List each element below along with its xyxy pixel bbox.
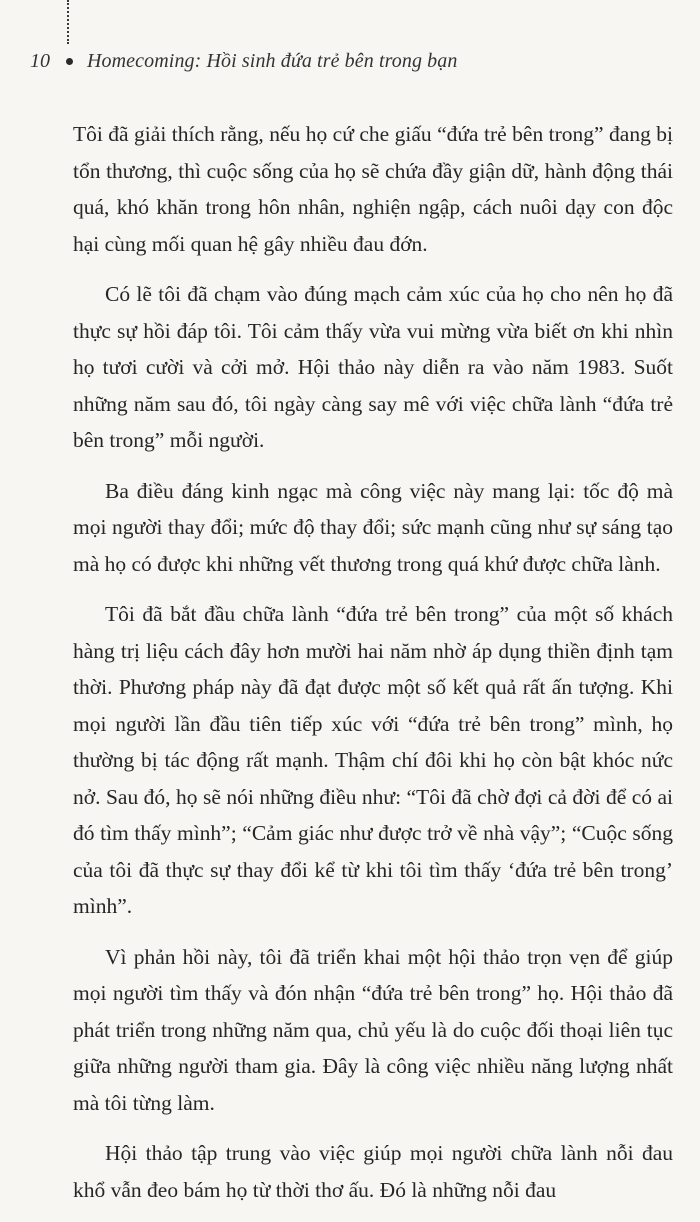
paragraph: Ba điều đáng kinh ngạc mà công việc này mang lại: tốc độ mà mọi người thay đổi; mức độ thay đổi; sức mạnh cũng như sự sáng tạo mà họ có được khi những vết thương trong quá khứ được chữa lành. bbox=[73, 478, 673, 576]
bullet-dot-icon bbox=[66, 58, 73, 65]
paragraph: Hội thảo tập trung vào việc giúp mọi người chữa lành nỗi đau khổ vẫn đeo bám họ từ thời thơ ấu. Đó là những nỗi đau bbox=[73, 1141, 673, 1202]
paragraph: Có lẽ tôi đã chạm vào đúng mạch cảm xúc của họ cho nên họ đã thực sự hồi đáp tôi. Tôi cảm thấy vừa vui mừng vừa biết ơn khi nhìn họ tươi cười và cởi mở. Hội thảo này diễn ra vào năm 1983. Suốt những năm sau đó, tôi ngày càng say mê với việc chữa lành “đứa trẻ bên trong” mỗi người. bbox=[73, 282, 673, 452]
paragraph: Tôi đã bắt đầu chữa lành “đứa trẻ bên trong” của một số khách hàng trị liệu cách đây hơn mười hai năm nhờ áp dụng thiền định tạm thời. Phương pháp này đã đạt được một số kết quả rất ấn tượng. Khi mọi người lần đầu tiên tiếp xúc với “đứa trẻ bên trong” mình, họ thường bị tác động rất mạnh. Thậm chí đôi khi họ còn bật khóc nức nở. Sau đó, họ sẽ nói những điều như: “Tôi đã chờ đợi cả đời để có ai đó tìm thấy mình”; “Cảm giác như được trở về nhà vậy”; “Cuộc sống của tôi đã thực sự thay đổi kể từ khi tôi tìm thấy ‘đứa trẻ bên trong’ mình”. bbox=[73, 602, 673, 918]
body-text bbox=[73, 116, 673, 1222]
paragraph: Vì phản hồi này, tôi đã triển khai một hội thảo trọn vẹn để giúp mọi người tìm thấy và đón nhận “đứa trẻ bên trong” họ. Hội thảo đã phát triển trong những năm qua, chủ yếu là do cuộc đối thoại liên tục giữa những người tham gia. Đây là công việc nhiều năng lượng nhất mà tôi từng làm. bbox=[73, 944, 673, 1115]
page-number: 10 bbox=[30, 49, 50, 72]
dotted-rule-decoration bbox=[67, 0, 69, 44]
paragraph: Tôi đã giải thích rằng, nếu họ cứ che giấu “đứa trẻ bên trong” đang bị tổn thương, thì cuộc sống của họ sẽ chứa đầy giận dữ, hành động thái quá, khó khăn trong hôn nhân, nghiện ngập, cách nuôi dạy con độc hại cùng mối quan hệ gây nhiều đau đớn. bbox=[73, 122, 673, 256]
page-header bbox=[30, 46, 457, 76]
running-title: Homecoming: Hồi sinh đứa trẻ bên trong bạn bbox=[87, 49, 458, 72]
